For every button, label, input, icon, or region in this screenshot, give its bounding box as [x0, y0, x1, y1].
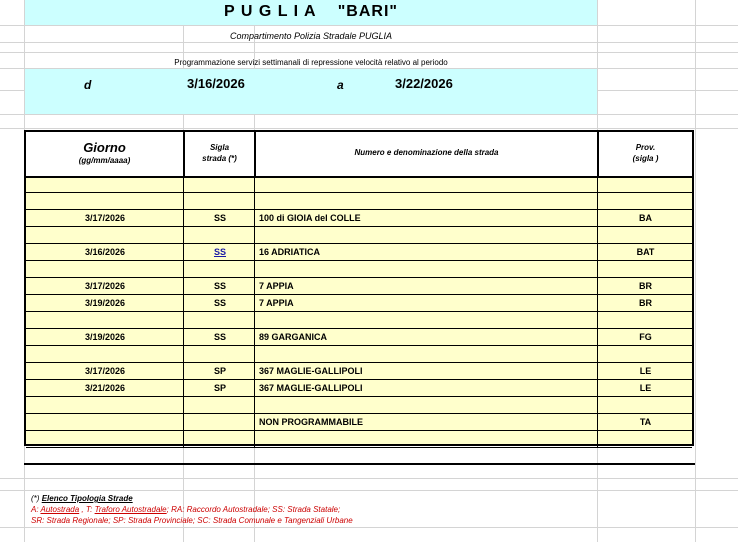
cell-date — [26, 261, 184, 277]
table-row — [26, 210, 692, 227]
period-band — [25, 69, 597, 114]
cell-prov — [599, 193, 692, 209]
cell-date — [26, 431, 184, 447]
from-date: 3/16/2026 — [187, 76, 245, 91]
cell-prov: BR — [639, 281, 652, 291]
legend-line-2: SR: Strada Regionale; SP: Strada Provinciale; SC: Strada Comunale e Tangenziali Urbane — [31, 516, 353, 525]
cell-sigla — [185, 261, 255, 277]
row-col-separator — [597, 329, 598, 345]
grid-row-line — [0, 478, 738, 479]
legend-line1-rest: ; RA: Raccordo Autostradale; SS: Strada Statale; — [166, 505, 341, 514]
table-header — [26, 132, 692, 178]
legend-marker: (*) — [31, 494, 40, 503]
cell-prov — [599, 431, 692, 447]
cell-date: 3/17/2026 — [84, 281, 126, 291]
header-sigla-sub: strada (*) — [202, 154, 237, 163]
cell-road — [259, 227, 596, 243]
grid-row-line — [0, 114, 738, 115]
cell-prov — [599, 346, 692, 362]
cell-sigla — [185, 176, 255, 192]
legend-line-1 — [31, 505, 340, 514]
cell-road — [259, 397, 596, 413]
cell-date: 3/19/2026 — [84, 298, 126, 308]
grid-col-line — [695, 0, 696, 542]
page-title: P U G L I A "BARI" — [224, 3, 398, 20]
cell-prov: TA — [639, 417, 652, 427]
cell-date: 3/19/2026 — [84, 332, 126, 342]
cell-prov — [599, 227, 692, 243]
table-row — [26, 414, 692, 431]
table-row — [26, 176, 692, 193]
cell-road — [259, 431, 596, 447]
cell-prov: BA — [639, 213, 652, 223]
cell-date — [26, 312, 184, 328]
cell-prov — [599, 312, 692, 328]
header-sigla: Sigla — [209, 143, 230, 152]
table-bottom-rule — [24, 463, 695, 465]
table-row — [26, 363, 692, 380]
cell-date: 3/21/2026 — [84, 383, 126, 393]
cell-sigla — [185, 397, 255, 413]
cell-sigla: SS — [213, 213, 226, 223]
cell-prov: BAT — [636, 247, 655, 257]
header-giorno-format: (gg/mm/aaaa) — [78, 156, 131, 165]
cell-sigla: SP — [213, 366, 226, 376]
cell-date: 3/16/2026 — [84, 247, 126, 257]
row-col-separator — [597, 261, 598, 277]
table-row — [26, 261, 692, 278]
grid-row-line — [0, 527, 738, 528]
legend-title-line — [31, 494, 133, 503]
cell-sigla — [185, 312, 255, 328]
cell-road: 100 di GIOIA del COLLE — [259, 213, 361, 223]
cell-road: NON PROGRAMMABILE — [259, 417, 363, 427]
cell-prov: BR — [639, 298, 652, 308]
header-giorno: Giorno — [83, 140, 126, 155]
cell-road — [259, 193, 596, 209]
row-col-separator — [597, 210, 598, 226]
cell-road: 367 MAGLIE-GALLIPOLI — [259, 366, 363, 376]
cell-sigla — [185, 346, 255, 362]
header-prov-sub: (sigla ) — [632, 154, 659, 163]
schedule-table — [24, 130, 694, 446]
row-col-separator — [597, 431, 598, 447]
table-row — [26, 346, 692, 363]
cell-sigla — [185, 227, 255, 243]
row-col-separator — [597, 227, 598, 243]
row-col-separator — [597, 414, 598, 430]
row-col-separator — [597, 176, 598, 192]
cell-road: 7 APPIA — [259, 281, 294, 291]
row-col-separator — [597, 397, 598, 413]
row-col-separator — [597, 312, 598, 328]
from-label: d — [84, 78, 92, 92]
header-numero: Numero e denominazione della strada — [354, 148, 499, 157]
cell-road — [259, 346, 596, 362]
table-row — [26, 329, 692, 346]
cell-road — [259, 312, 596, 328]
page-subtitle: Compartimento Polizia Stradale PUGLIA — [229, 31, 393, 41]
cell-sigla[interactable]: SS — [213, 247, 226, 257]
row-col-separator — [597, 363, 598, 379]
table-row — [26, 295, 692, 312]
row-col-separator — [597, 380, 598, 396]
row-col-separator — [597, 193, 598, 209]
row-col-separator — [597, 244, 598, 260]
cell-road: 89 GARGANICA — [259, 332, 328, 342]
cell-date — [26, 346, 184, 362]
grid-row-line — [0, 42, 738, 43]
legend-traforo-link[interactable]: Traforo Autostradale — [94, 505, 167, 514]
row-col-separator — [597, 278, 598, 294]
table-row — [26, 431, 692, 448]
cell-prov: LE — [639, 366, 652, 376]
cell-prov: FG — [639, 332, 652, 342]
cell-date: 3/17/2026 — [84, 366, 126, 376]
cell-sigla — [185, 414, 255, 430]
cell-sigla: SP — [213, 383, 226, 393]
row-col-separator — [597, 295, 598, 311]
cell-road — [259, 261, 596, 277]
grid-row-line — [0, 52, 738, 53]
legend-title: Elenco Tipologia Strade — [41, 494, 133, 503]
cell-road: 7 APPIA — [259, 298, 294, 308]
cell-prov — [599, 176, 692, 192]
cell-sigla: SS — [213, 298, 226, 308]
table-row — [26, 244, 692, 261]
table-row — [26, 278, 692, 295]
grid-row-line — [0, 25, 738, 26]
cell-date — [26, 176, 184, 192]
cell-prov — [599, 261, 692, 277]
table-row — [26, 380, 692, 397]
cell-road: 16 ADRIATICA — [259, 247, 321, 257]
cell-road — [259, 176, 596, 192]
table-row — [26, 397, 692, 414]
grid-row-line — [0, 128, 738, 129]
cell-date — [26, 227, 184, 243]
cell-prov — [599, 397, 692, 413]
grid-row-line — [0, 490, 738, 491]
table-row — [26, 193, 692, 210]
row-col-separator — [597, 346, 598, 362]
header-prov: Prov. — [635, 143, 656, 152]
legend-a-label: A: — [31, 505, 41, 514]
program-description: Programmazione servizi settimanali di repressione velocità relativo al periodo — [174, 58, 448, 67]
cell-prov: LE — [639, 383, 652, 393]
legend-autostrada-link[interactable]: Autostrada — [40, 505, 80, 514]
cell-date: 3/17/2026 — [84, 213, 126, 223]
cell-date — [26, 414, 184, 430]
legend-t-label: , T: — [79, 505, 95, 514]
to-date: 3/22/2026 — [395, 76, 453, 91]
cell-date — [26, 397, 184, 413]
cell-sigla: SS — [213, 332, 226, 342]
table-row — [26, 312, 692, 329]
cell-date — [26, 193, 184, 209]
cell-road: 367 MAGLIE-GALLIPOLI — [259, 383, 363, 393]
table-row — [26, 227, 692, 244]
cell-sigla — [185, 193, 255, 209]
cell-sigla — [185, 431, 255, 447]
to-label: a — [337, 78, 344, 92]
cell-sigla: SS — [213, 281, 226, 291]
